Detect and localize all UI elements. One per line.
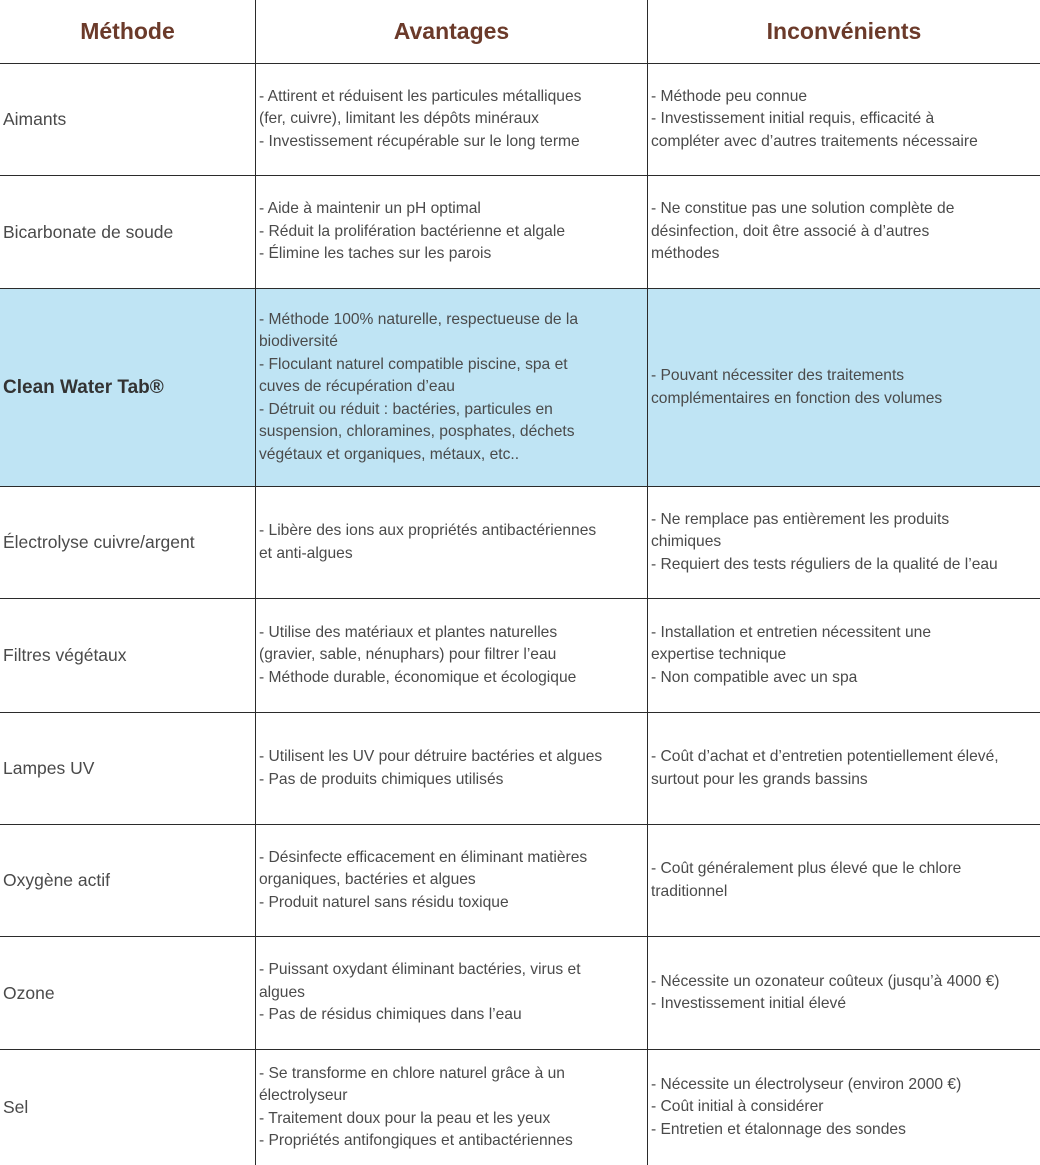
drawbacks-cell: - Installation et entretien nécessitent une expertise technique - Non compatible avec un spa [647,598,1040,712]
method-cell: Sel [0,1049,255,1165]
method-cell: Bicarbonate de soude [0,175,255,288]
header-advantages: Avantages [255,0,647,63]
drawbacks-cell: - Ne remplace pas entièrement les produits chimiques - Requiert des tests réguliers de la qualité de l’eau [647,486,1040,598]
method-cell-highlighted: Clean Water Tab® [0,288,255,486]
advantages-cell-highlighted: - Méthode 100% naturelle, respectueuse de la biodiversité - Floculant naturel compatible piscine, spa et cuves de récupération d’eau - Détruit ou réduit : bactéries, particules en suspension, chloramines, posphates, déchets végétaux et organiques, métaux, etc.. [255,288,647,486]
advantages-cell: - Aide à maintenir un pH optimal - Réduit la prolifération bactérienne et algale - Élimine les taches sur les parois [255,175,647,288]
advantages-cell: - Utilise des matériaux et plantes naturelles (gravier, sable, nénuphars) pour filtrer l’eau - Méthode durable, économique et écologique [255,598,647,712]
method-cell: Ozone [0,936,255,1049]
advantages-cell: - Attirent et réduisent les particules métalliques (fer, cuivre), limitant les dépôts minéraux - Investissement récupérable sur le long terme [255,63,647,175]
method-cell: Lampes UV [0,712,255,824]
drawbacks-cell: - Nécessite un ozonateur coûteux (jusqu’à 4000 €) - Investissement initial élevé [647,936,1040,1049]
header-drawbacks: Inconvénients [647,0,1040,63]
advantages-cell: - Puissant oxydant éliminant bactéries, virus et algues - Pas de résidus chimiques dans l’eau [255,936,647,1049]
method-cell: Oxygène actif [0,824,255,936]
drawbacks-cell: - Coût généralement plus élevé que le chlore traditionnel [647,824,1040,936]
drawbacks-cell: - Ne constitue pas une solution complète de désinfection, doit être associé à d’autres méthodes [647,175,1040,288]
drawbacks-cell: - Coût d’achat et d’entretien potentiellement élevé, surtout pour les grands bassins [647,712,1040,824]
drawbacks-cell: - Méthode peu connue - Investissement initial requis, efficacité à compléter avec d’autres traitements nécessaire [647,63,1040,175]
method-cell: Aimants [0,63,255,175]
advantages-cell: - Libère des ions aux propriétés antibactériennes et anti-algues [255,486,647,598]
drawbacks-cell: - Nécessite un électrolyseur (environ 2000 €) - Coût initial à considérer - Entretien et étalonnage des sondes [647,1049,1040,1165]
advantages-cell: - Désinfecte efficacement en éliminant matières organiques, bactéries et algues - Produit naturel sans résidu toxique [255,824,647,936]
method-cell: Filtres végétaux [0,598,255,712]
drawbacks-cell-highlighted: - Pouvant nécessiter des traitements complémentaires en fonction des volumes [647,288,1040,486]
header-method: Méthode [80,18,175,44]
advantages-cell: - Se transforme en chlore naturel grâce à un électrolyseur - Traitement doux pour la peau et les yeux - Propriétés antifongiques et antibactériennes [255,1049,647,1165]
method-cell: Électrolyse cuivre/argent [0,486,255,598]
advantages-cell: - Utilisent les UV pour détruire bactéries et algues - Pas de produits chimiques utilisés [255,712,647,824]
